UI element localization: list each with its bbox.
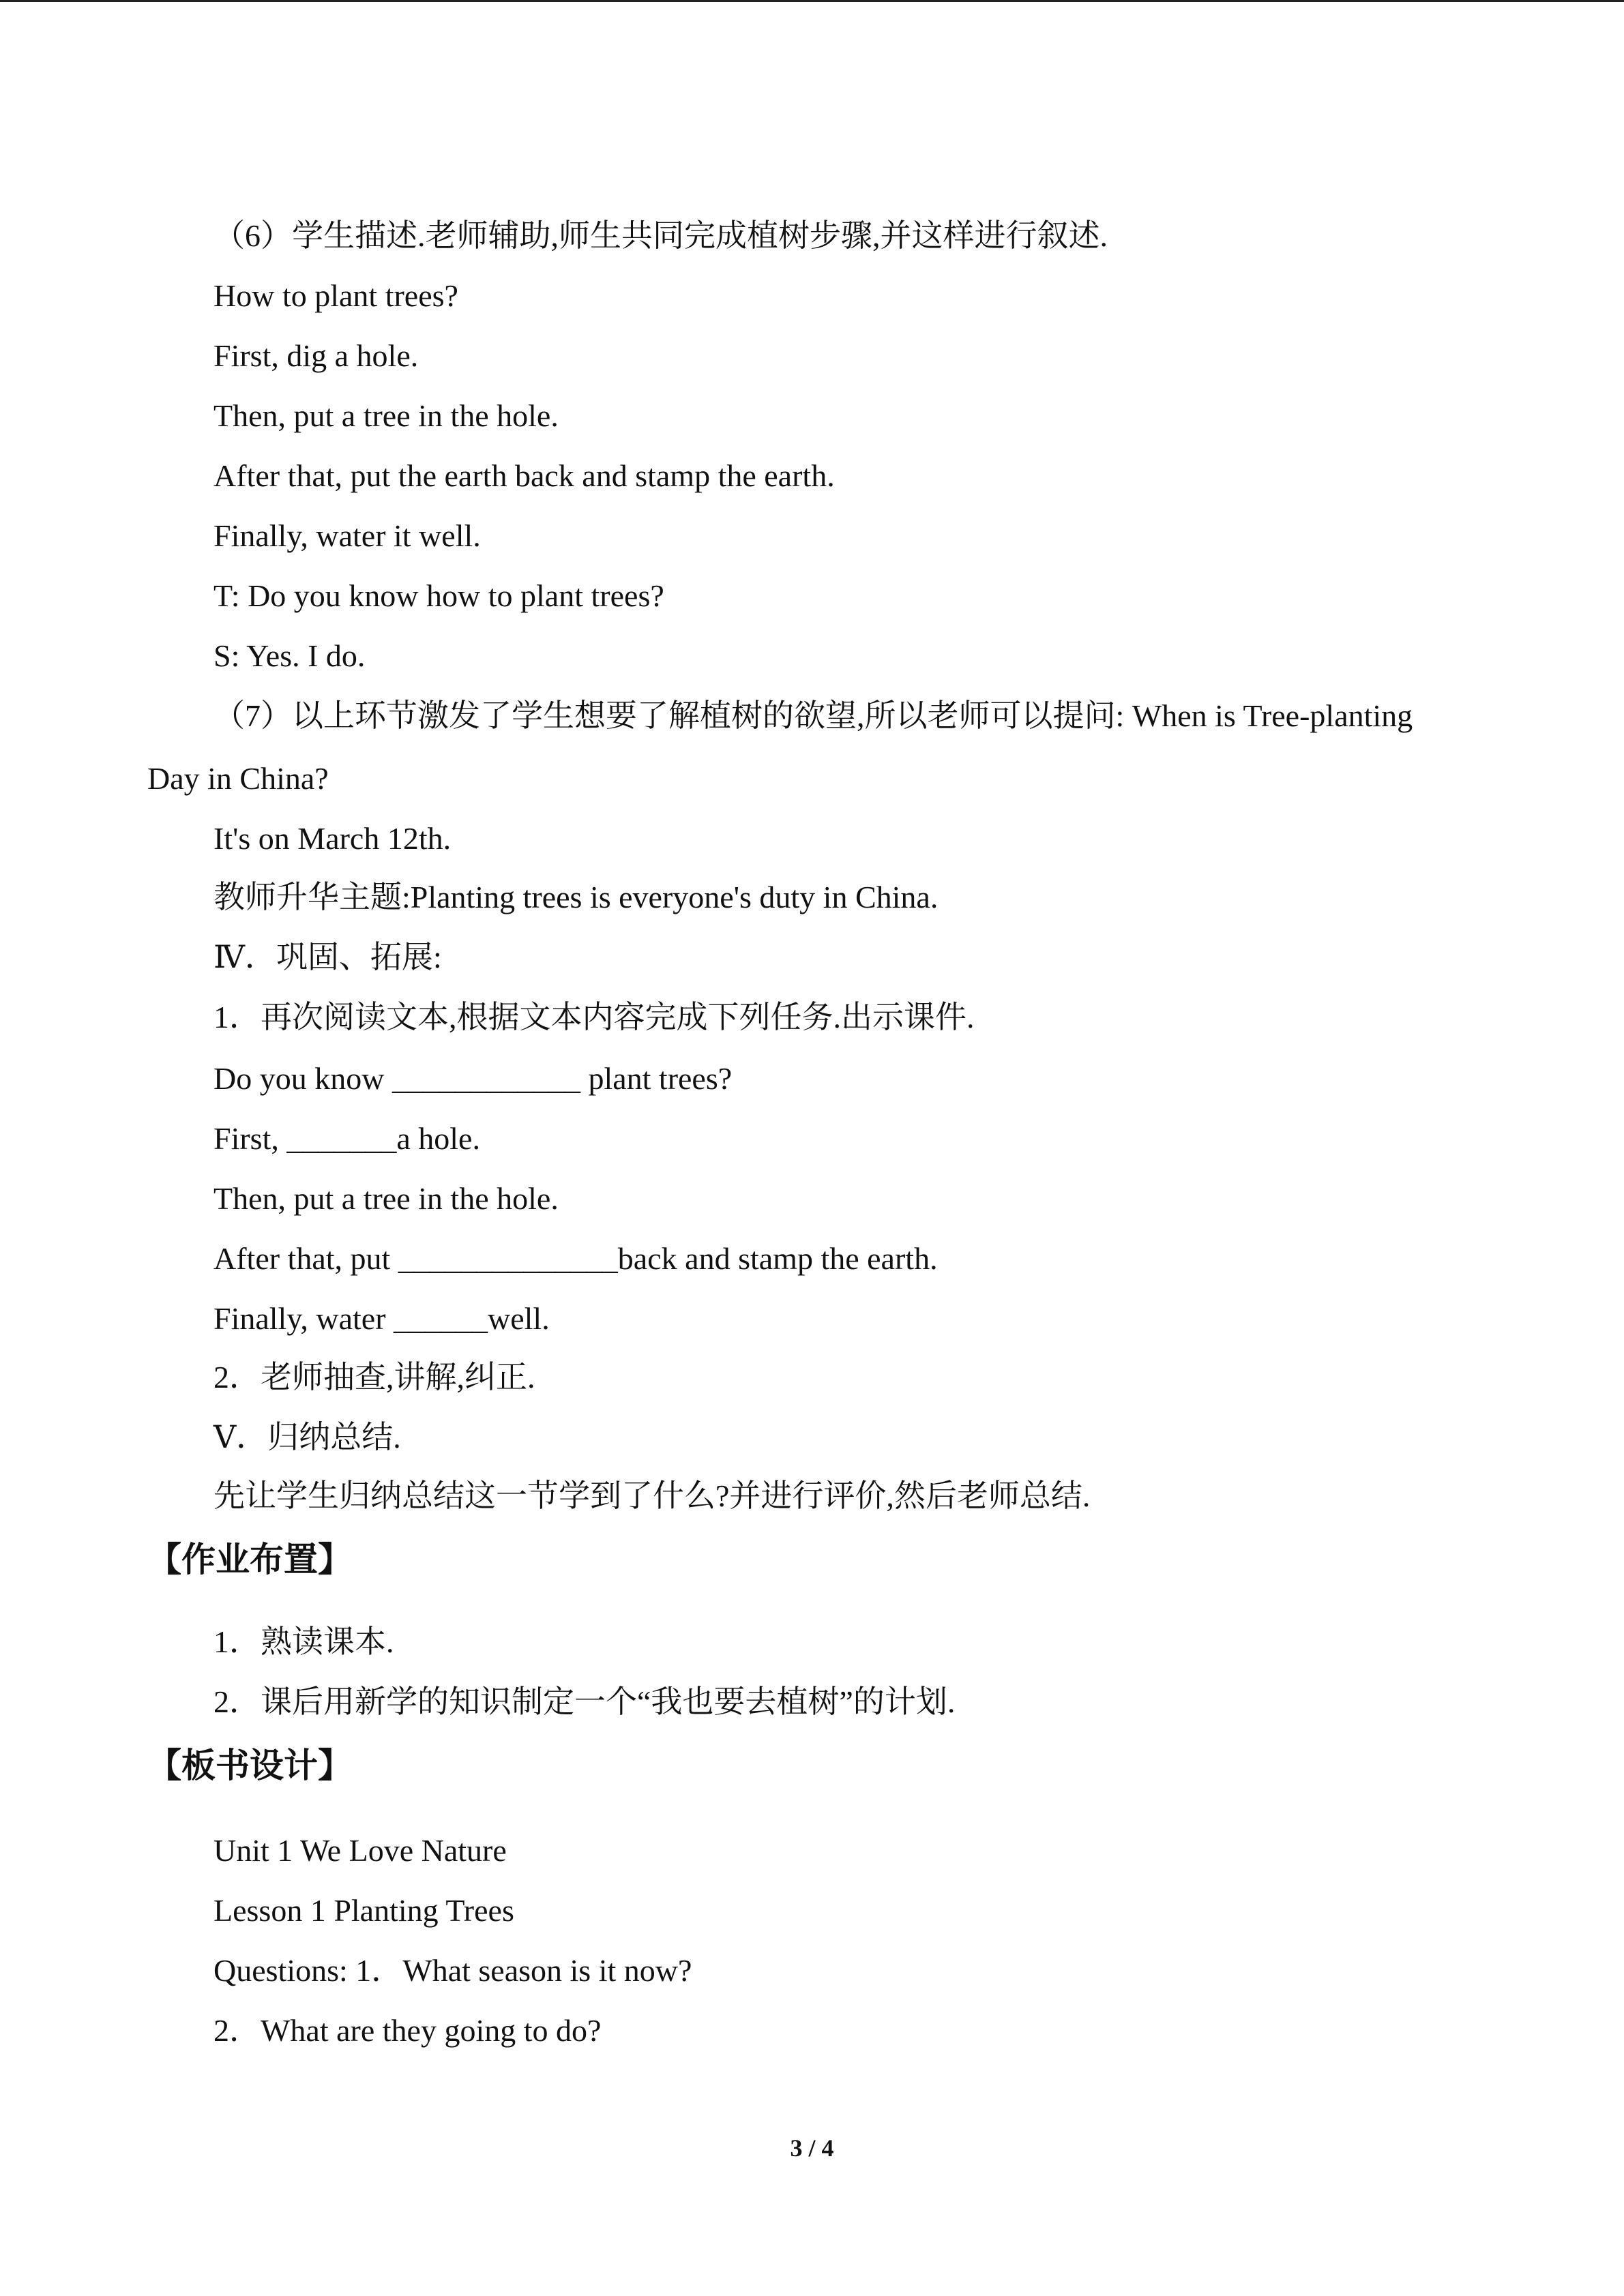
dialogue-line: S: Yes. I do. [213, 638, 366, 673]
text-line: 2．老师抽查,讲解,纠正. [213, 1360, 535, 1395]
page-top-border [0, 0, 1624, 2]
text-line: How to plant trees? [213, 278, 458, 313]
board-item: Questions: 1．What season is it now? [213, 1953, 692, 1988]
text-line: First, dig a hole. [213, 338, 419, 373]
text-line: Then, put a tree in the hole. [213, 398, 559, 433]
text-line: It's on March 12th. [213, 821, 452, 856]
homework-heading: 【作业布置】 [147, 1540, 352, 1579]
paragraph-step-7: （7）以上环节激发了学生想要了解植树的欲望,所以老师可以提问: When is Tree-planting [213, 698, 1413, 733]
text-line: 教师升华主题:Planting trees is everyone's duty in China. [213, 880, 939, 914]
board-item: Unit 1 We Love Nature [213, 1833, 507, 1868]
text-line: After that, put the earth back and stamp the earth. [213, 458, 835, 493]
dialogue-line: T: Do you know how to plant trees? [213, 578, 664, 613]
paragraph-step-7-continuation: Day in China? [147, 761, 329, 796]
section-label: Ⅴ．归纳总结. [213, 1420, 401, 1455]
exercise-line: First, _______a hole. [213, 1121, 480, 1156]
exercise-line: Do you know ____________ plant trees? [213, 1061, 733, 1096]
board-item: 2．What are they going to do? [213, 2013, 602, 2048]
paragraph-step-6: （6）学生描述.老师辅助,师生共同完成植树步骤,并这样进行叙述. [213, 218, 1108, 253]
section-label: Ⅳ．巩固、拓展: [213, 940, 442, 974]
homework-item: 2．课后用新学的知识制定一个“我也要去植树”的计划. [213, 1684, 956, 1719]
page-number: 3 / 4 [790, 2134, 834, 2162]
board-design-heading: 【板书设计】 [147, 1746, 352, 1785]
exercise-line: Finally, water ______well. [213, 1301, 550, 1336]
homework-item: 1．熟读课本. [213, 1624, 394, 1659]
board-item: Lesson 1 Planting Trees [213, 1893, 514, 1928]
text-line: 先让学生归纳总结这一节学到了什么?并进行评价,然后老师总结. [213, 1478, 1091, 1513]
exercise-line: After that, put ______________back and stamp the earth. [213, 1241, 938, 1276]
text-line: Finally, water it well. [213, 518, 481, 553]
text-line: 1．再次阅读文本,根据文本内容完成下列任务.出示课件. [213, 1000, 975, 1034]
exercise-line: Then, put a tree in the hole. [213, 1181, 559, 1216]
